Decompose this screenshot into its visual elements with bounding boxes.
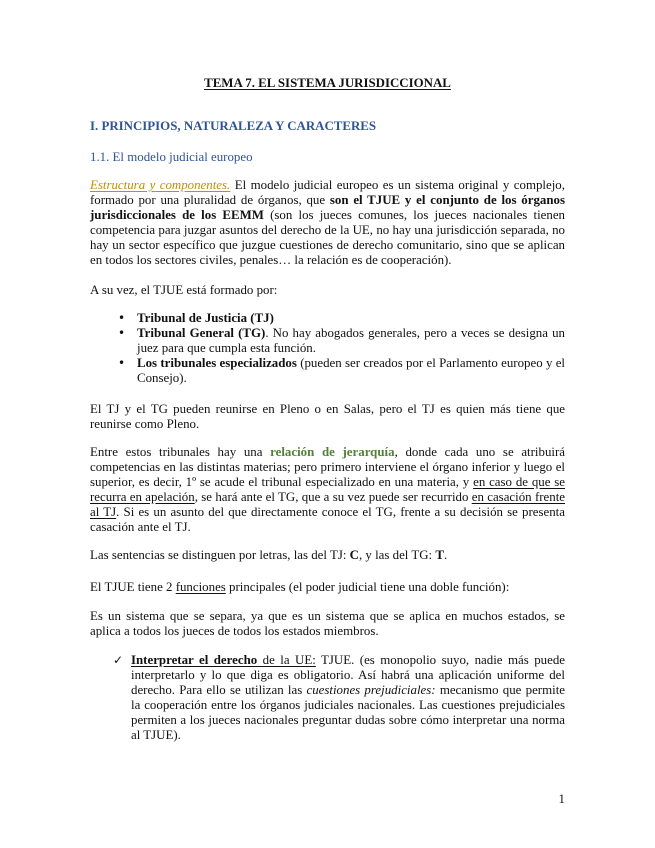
appeal-underline: en caso de que se recurra en apelación <box>90 475 565 504</box>
intro-paragraph <box>90 178 565 268</box>
functions-text: El TJUE tiene 2 <box>90 580 176 594</box>
composition-intro: A su vez, el TJUE está formado por: <box>90 283 278 297</box>
document-title: TEMA 7. EL SISTEMA JURISDICCIONAL <box>204 76 451 90</box>
functions-list <box>90 653 565 743</box>
judgments-paragraph <box>90 548 565 563</box>
intro-text: El modelo judicial europeo es un sistema original y complejo, formado por una pluralidad de órganos, que <box>90 178 565 207</box>
cassation-underline: en casación frente al TJ <box>90 490 565 519</box>
hierarchy-paragraph <box>90 445 565 535</box>
court-list-item <box>90 311 565 326</box>
tg-letter: T <box>435 548 444 562</box>
subsection-heading: 1.1. El modelo judicial europeo <box>90 150 253 164</box>
judgments-text: Las sentencias se distinguen por letras, las del TJ: <box>90 548 350 562</box>
plenary-paragraph: El TJ y el TG pueden reunirse en Pleno o en Salas, pero el TJ es quien más tiene que reunirse como Pleno. <box>90 402 565 431</box>
section-heading: I. PRINCIPIOS, NATURALEZA Y CARACTERES <box>90 119 377 133</box>
check-icon <box>113 653 127 668</box>
system-paragraph: Es un sistema que se separa, ya que es un sistema que se aplica en muchos estados, se aplica a todos los jueces de todos los estados miembros. <box>90 609 565 638</box>
page-content <box>90 0 565 743</box>
intro-label: Estructura y componentes. <box>90 178 231 192</box>
page-number: 1 <box>558 792 565 806</box>
function-italic-term: cuestiones prejudiciales: <box>306 683 436 697</box>
tj-letter: C <box>349 548 359 562</box>
functions-paragraph <box>90 580 565 595</box>
hierarchy-text: Entre estos tribunales hay una <box>90 445 271 459</box>
function-text: mecanismo que permite la cooperación entre los órganos judiciales nacionales. Las cuestiones prejudiciales permiten a los jueces nacionales preguntar dudas sobre cómo interpretar una norma al TJUE). <box>131 683 566 742</box>
court-list-item <box>90 326 565 356</box>
function-title-rest: de la UE: <box>257 653 316 667</box>
functions-underline: funciones <box>175 580 226 594</box>
court-name: Los tribunales especializados <box>137 356 297 370</box>
court-name: Tribunal General (TG) <box>137 326 266 340</box>
functions-text: principales (el poder judicial tiene una doble función): <box>225 580 510 594</box>
court-detail: (pueden ser creados por el Parlamento europeo y el Consejo). <box>137 356 566 385</box>
judgments-text: , y las del TG: <box>358 548 436 562</box>
hierarchy-text: , se hará ante el TG, que a su vez puede ser recurrido <box>194 490 472 504</box>
judgments-text: . <box>443 548 448 562</box>
intro-bold-text: son el TJUE y el conjunto de los órganos jurisdiccionales de los EEMM <box>90 193 565 222</box>
court-detail: . No hay abogados generales, pero a veces se designa un juez para que cumpla esta función. <box>137 326 565 355</box>
court-list-item <box>90 356 565 386</box>
court-name: Tribunal de Justicia (TJ) <box>137 311 274 325</box>
hierarchy-text: , donde cada uno se atribuirá competencias en las distintas materias; pero primero interviene el órgano inferior y luego el superior, es decir, 1º se acude el tribunal especializado en una materia, y <box>90 445 566 489</box>
courts-list <box>90 311 565 386</box>
intro-text-continued: (son los jueces comunes, los jueces nacionales tienen competencia para juzgar asuntos del derecho de la UE, no hay una jurisdicción separada, no hay un sector específico que juzgue cuestiones de derecho comunitario, sino que se aplican en todos los sectores civiles, penales… la relación es de cooperación). <box>90 208 565 267</box>
hierarchy-highlight: relación de jerarquía <box>270 445 395 459</box>
function-title: Interpretar el derecho <box>131 653 258 667</box>
function-text: TJUE. (es monopolio suyo, nadie más puede interpretarlo y lo que diga es obligatorio. Así habrá una aplicación uniforme del derecho. Para ello se utilizan las <box>131 653 565 697</box>
hierarchy-text: . Si es un asunto del que directamente conoce el TG, frente a su decisión se presenta casación ante el TJ. <box>90 505 565 534</box>
function-list-item <box>90 653 565 743</box>
